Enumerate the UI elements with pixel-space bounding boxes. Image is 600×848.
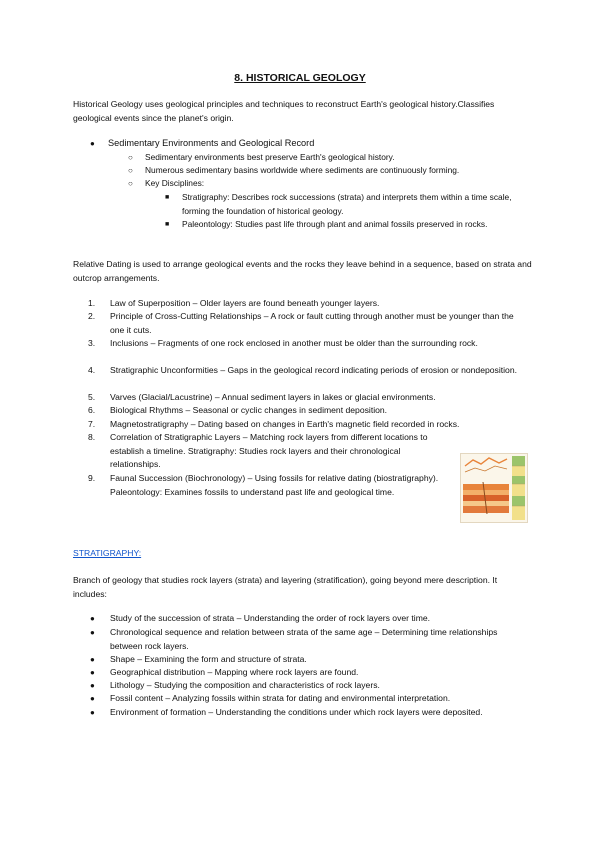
intro-paragraph: Historical Geology uses geological principles and techniques to reconstruct Earth's geological history.Classifies geological events since the planet's origin.: [73, 99, 495, 123]
list-number: 3.: [88, 338, 96, 348]
list-item: Inclusions – Fragments of one rock enclosed in another must be older than the surrounding rock.: [110, 338, 478, 348]
list-item: Faunal Succession (Biochronology) – Using fossils for relative dating (biostratigraphy). Paleontology: Examines fossils to understand past life and geological time.: [110, 473, 439, 497]
bullet-disc-icon: ●: [90, 694, 95, 703]
bullet-disc-icon: ●: [90, 139, 95, 148]
discipline-stratigraphy: Stratigraphy: Describes rock successions (strata) and interprets them within a time scale, forming the foundation of historical geology.: [182, 192, 512, 216]
stratigraphy-list-item: Geographical distribution – Mapping where rock layers are found.: [110, 667, 359, 677]
list-number: 9.: [88, 473, 96, 483]
list-number: 1.: [88, 298, 96, 308]
discipline-paleontology: Paleontology: Studies past life through plant and animal fossils preserved in rocks.: [182, 219, 488, 229]
bullet-disc-icon: ●: [90, 628, 95, 637]
list-number: 7.: [88, 419, 96, 429]
stratigraphy-list-item: Lithology – Studying the composition and characteristics of rock layers.: [110, 680, 380, 690]
bullet-disc-icon: ●: [90, 614, 95, 623]
list-item: Magnetostratigraphy – Dating based on changes in Earth's magnetic field recorded in rocks.: [110, 419, 460, 429]
list-item: Varves (Glacial/Lacustrine) – Annual sediment layers in lakes or glacial environments.: [110, 392, 436, 402]
list-number: 2.: [88, 311, 96, 321]
stratigraphy-list-item: Chronological sequence and relation between strata of the same age – Determining time relationships between rock layers.: [110, 627, 498, 651]
sub-bullet: Key Disciplines:: [145, 178, 205, 188]
list-item: Law of Superposition – Older layers are found beneath younger layers.: [110, 298, 380, 308]
list-number: 6.: [88, 405, 96, 415]
section-sedimentary-heading: Sedimentary Environments and Geological Record: [108, 138, 315, 148]
figure-layer: [463, 495, 509, 501]
bullet-disc-icon: ●: [90, 708, 95, 717]
figure-layer: [463, 490, 509, 495]
sub-bullet: Numerous sedimentary basins worldwide where sediments are continuously forming.: [145, 165, 460, 175]
figure-column-band: [512, 496, 525, 506]
bullet-disc-icon: ●: [90, 668, 95, 677]
list-item: Biological Rhythms – Seasonal or cyclic changes in sediment deposition.: [110, 405, 388, 415]
bullet-square-icon: ■: [165, 194, 170, 201]
stratigraphy-link[interactable]: STRATIGRAPHY:: [73, 548, 142, 558]
bullet-circle-icon: ○: [128, 166, 133, 175]
bullet-circle-icon: ○: [128, 179, 133, 188]
list-item: Stratigraphic Unconformities – Gaps in the geological record indicating periods of erosion or nondeposition.: [110, 365, 518, 375]
figure-layer: [463, 484, 509, 490]
stratigraphy-list-item: Shape – Examining the form and structure of strata.: [110, 654, 307, 664]
page-title: 8. HISTORICAL GEOLOGY: [234, 72, 366, 84]
stratigraphy-list-item: Fossil content – Analyzing fossils within strata for dating and environmental interpretation.: [110, 693, 451, 703]
bullet-square-icon: ■: [165, 221, 170, 228]
bullet-disc-icon: ●: [90, 655, 95, 664]
list-number: 5.: [88, 392, 96, 402]
list-item: Correlation of Stratigraphic Layers – Matching rock layers from different locations to establish a timeline. Stratigraphy: Studies rock layers and their chronological relationships.: [110, 432, 428, 469]
sub-bullet: Sedimentary environments best preserve Earth's geological history.: [145, 152, 395, 162]
list-item: Principle of Cross-Cutting Relationships – A rock or fault cutting through another must be younger than the one it cuts.: [110, 311, 514, 335]
figure-column-band: [512, 456, 525, 466]
bullet-circle-icon: ○: [128, 153, 133, 162]
stratigraphy-intro-paragraph: Branch of geology that studies rock layers (strata) and layering (stratification), going beyond mere description. It includes:: [73, 575, 498, 599]
bullet-disc-icon: ●: [90, 681, 95, 690]
relative-dating-paragraph: Relative Dating is used to arrange geological events and the rocks they leave behind in a sequence, based on strata and outcrop arrangements.: [73, 259, 532, 283]
strata-illustration: [461, 454, 527, 522]
list-number: 8.: [88, 432, 96, 442]
list-number: 4.: [88, 365, 96, 375]
figure-column-band: [512, 476, 525, 484]
stratigraphy-list-item: Environment of formation – Understanding the conditions under which rock layers were deposited.: [110, 707, 483, 717]
stratigraphy-diagram-image: [460, 453, 528, 523]
stratigraphy-list-item: Study of the succession of strata – Understanding the order of rock layers over time.: [110, 613, 431, 623]
